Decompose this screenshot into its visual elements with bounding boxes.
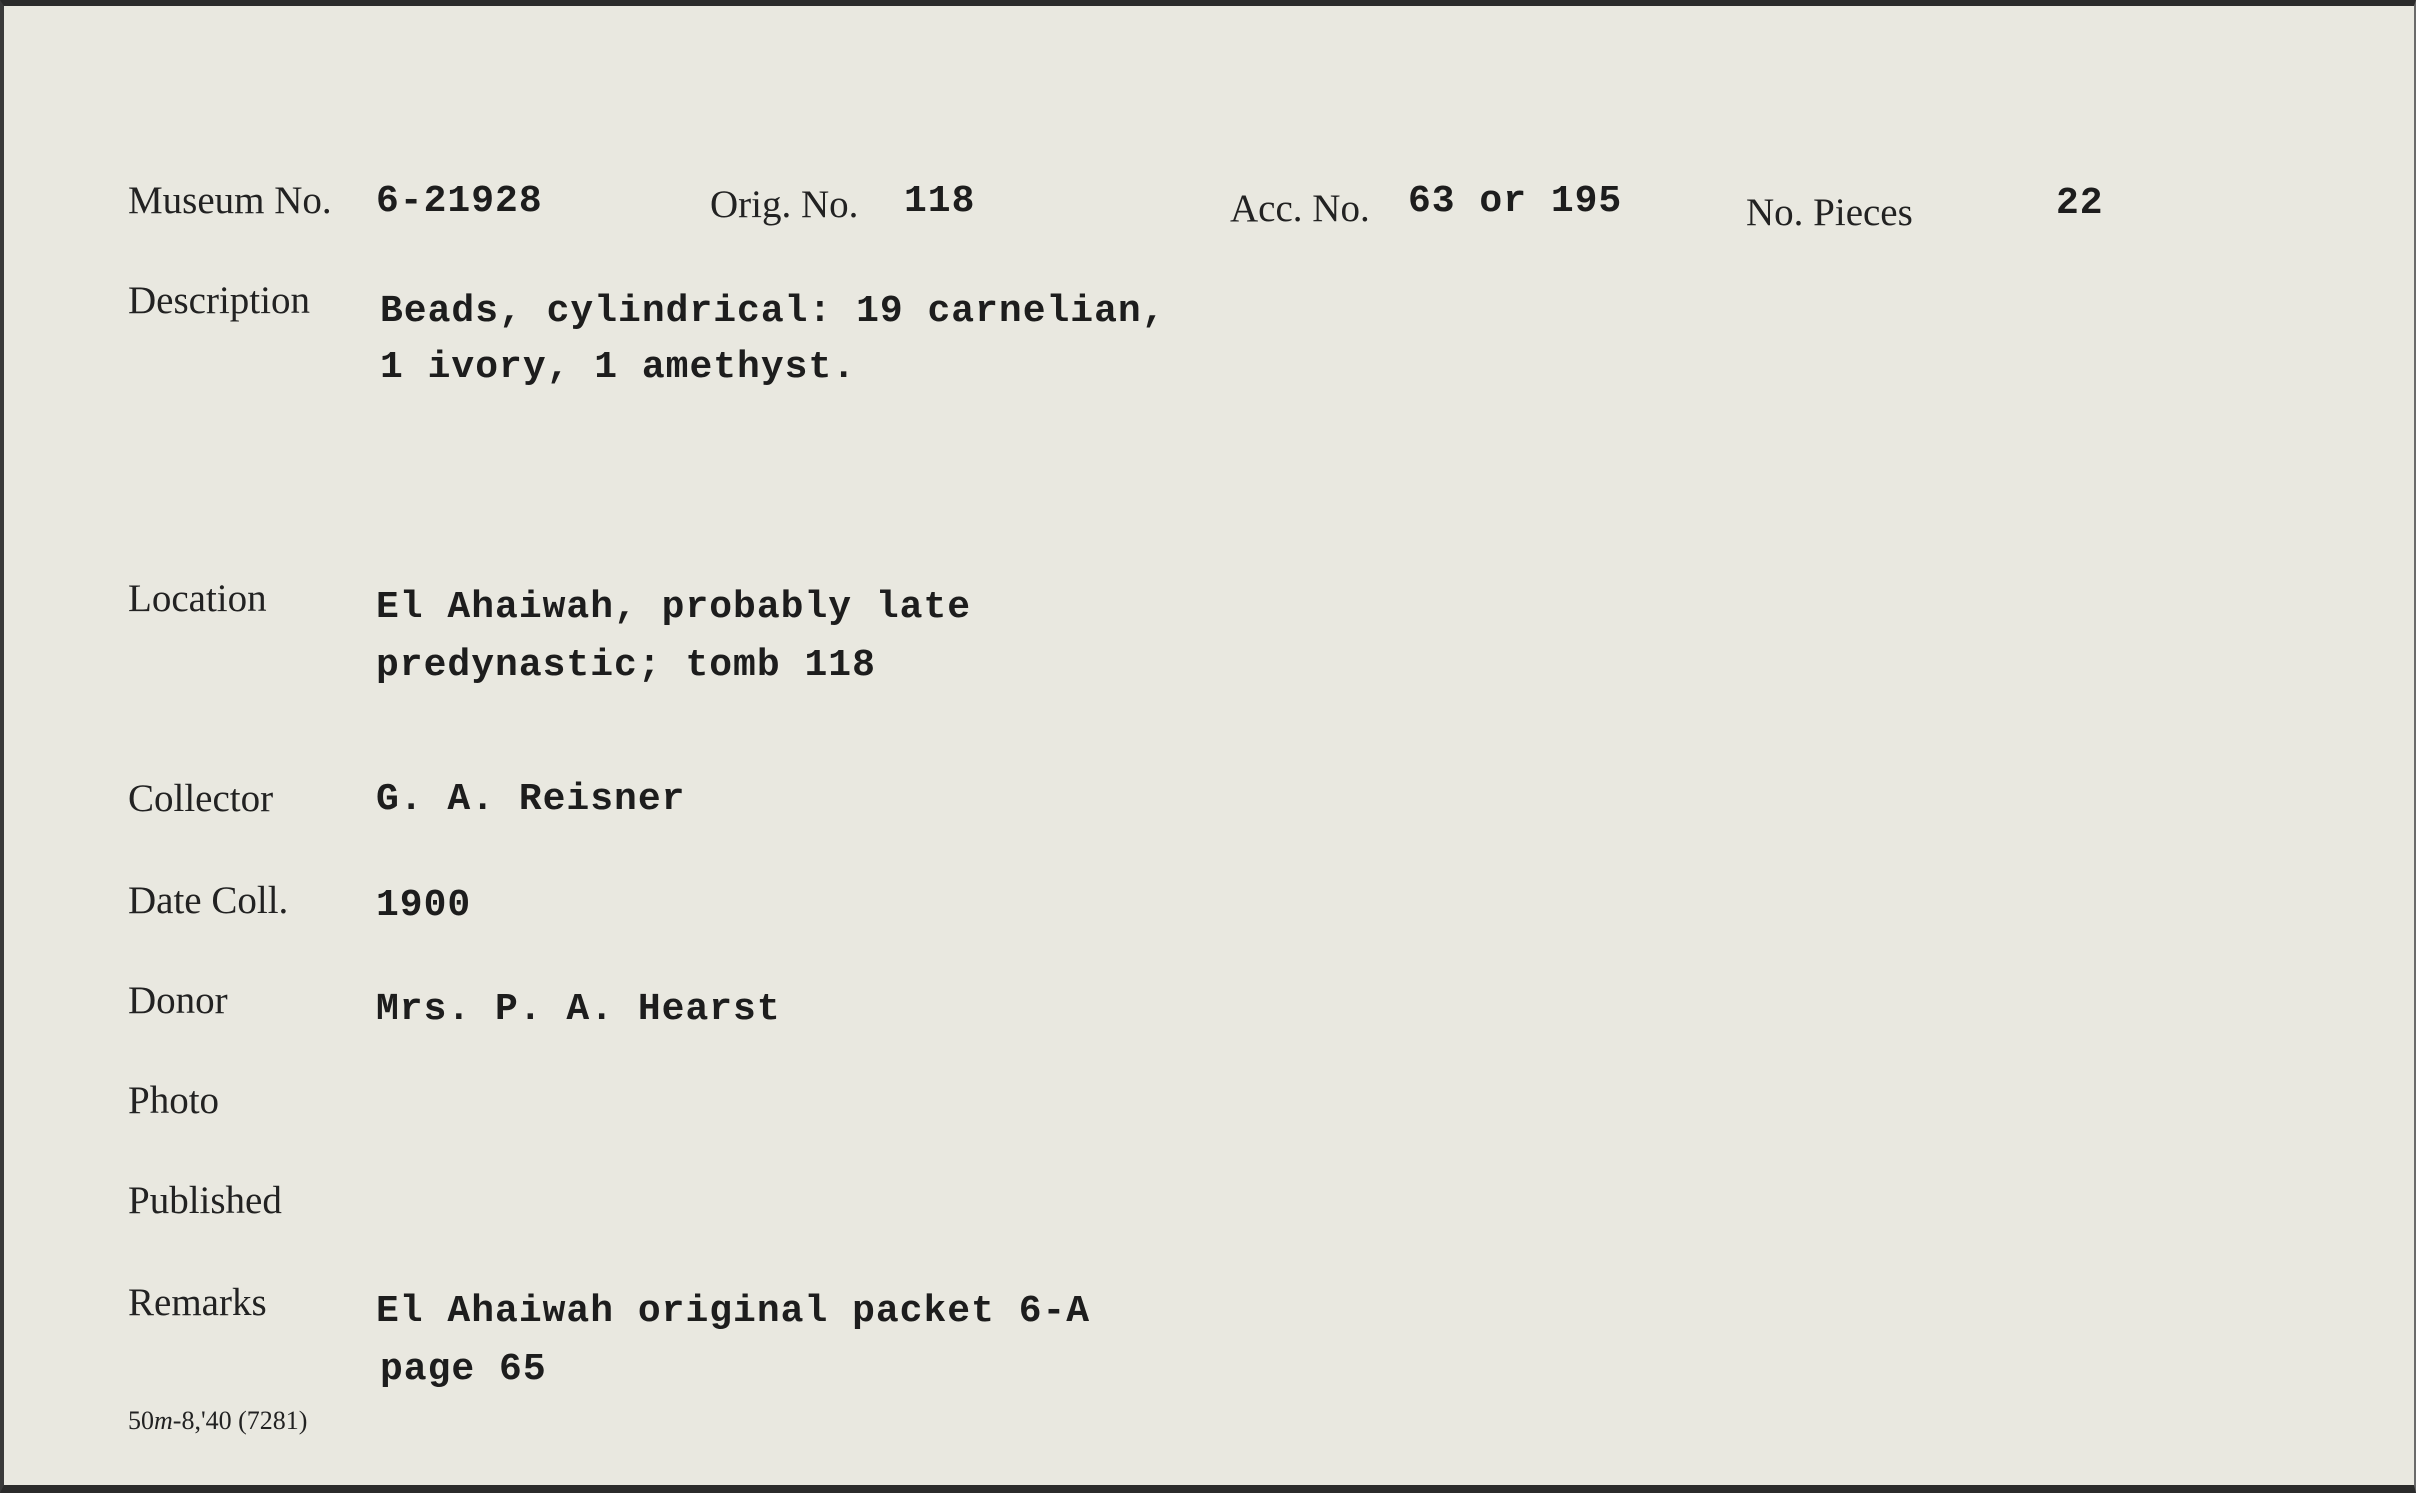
remarks-line-1: El Ahaiwah original packet 6-A [376, 1290, 1091, 1333]
date-coll-value: 1900 [376, 884, 472, 927]
remarks-line-2: page 65 [380, 1348, 547, 1391]
location-line-1: El Ahaiwah, probably late [376, 586, 972, 629]
print-code: 50m-8,'40 (7281) [128, 1406, 308, 1435]
donor-label: Donor [128, 979, 228, 1022]
acc-no-label: Acc. No. [1230, 187, 1370, 230]
published-label: Published [128, 1179, 282, 1222]
location-line-2: predynastic; tomb 118 [376, 644, 876, 687]
collector-label: Collector [128, 777, 274, 820]
orig-no-label: Orig. No. [710, 183, 859, 226]
description-line-2: 1 ivory, 1 amethyst. [380, 346, 857, 389]
orig-no-value: 118 [904, 180, 976, 223]
donor-value: Mrs. P. A. Hearst [376, 988, 781, 1031]
collector-value: G. A. Reisner [376, 778, 686, 821]
museum-no-value: 6-21928 [376, 180, 543, 223]
no-pieces-value: 22 [2056, 182, 2104, 225]
location-label: Location [128, 577, 267, 620]
museum-no-label: Museum No. [128, 179, 332, 222]
no-pieces-label: No. Pieces [1746, 191, 1913, 234]
description-label: Description [128, 279, 310, 322]
photo-label: Photo [128, 1079, 220, 1122]
description-line-1: Beads, cylindrical: 19 carnelian, [380, 290, 1166, 333]
date-coll-label: Date Coll. [128, 879, 289, 922]
remarks-label: Remarks [128, 1281, 267, 1324]
acc-no-value: 63 or 195 [1408, 180, 1623, 223]
